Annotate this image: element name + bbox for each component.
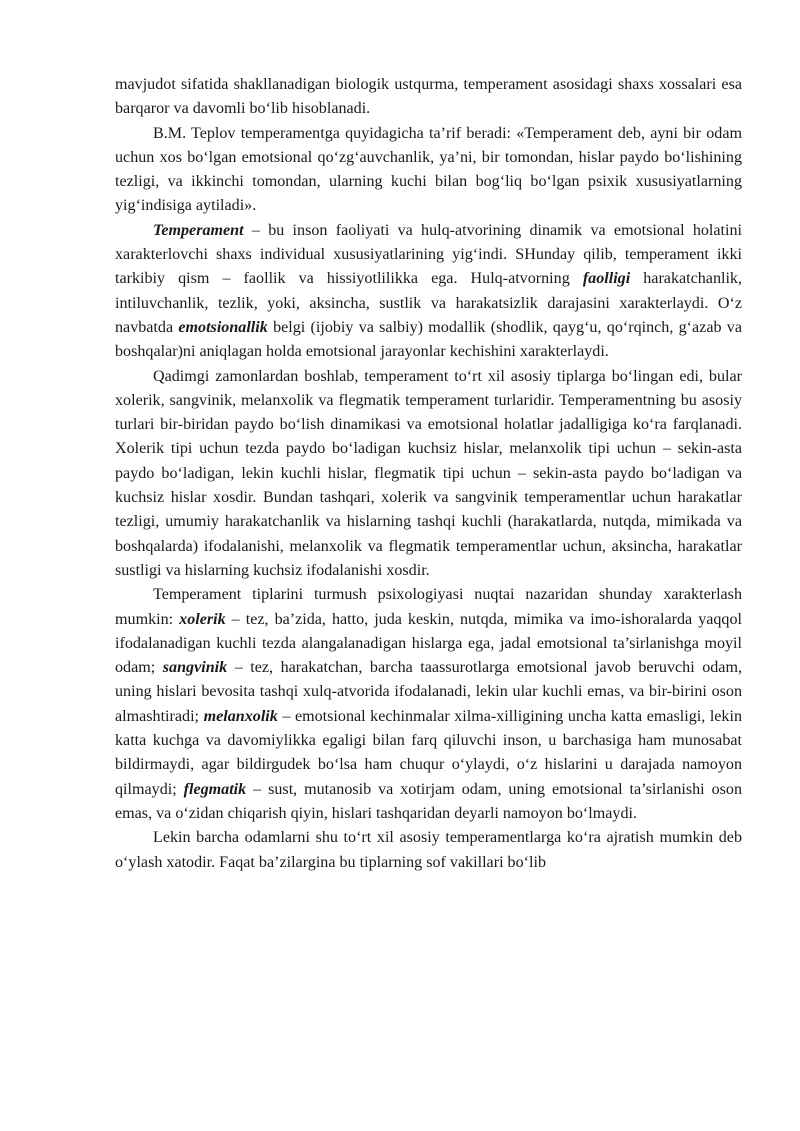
paragraph-2-teplov-definition (115, 122, 742, 219)
text-run: – tez, harakatchan, barcha taassurotlarga emotsional javob beruvchi odam, uning hislari bevosita tashqi xulq-atvorida ifodalanadi, lekin ular kuchli emas, va bir-birini oson almashtiradi; (115, 659, 742, 725)
text-run: B.M. Teplov temperamentga quyidagicha ta’rif beradi: «Temperament deb, ayni bir odam uchun xos bo‘lgan emotsional qo‘zg‘auvchanlik, ya’ni, bir tomondan, hislar paydo bo‘lishining tezligi, va ikkinchi tomondan, ularning kuchi bilan bog‘liq bo‘lgan psixik xususiyatlarning yig‘indisiga aytiladi». (115, 124, 742, 215)
paragraph-1 (115, 73, 742, 122)
term-faolligi: faolligi (582, 270, 631, 288)
text-run: – sust, mutanosib va xotirjam odam, uning emotsional ta’sirlanishi oson emas, va o‘zidan chiqarish qiyin, hislari tashqaridan deyarli namoyon bo‘lmaydi. (115, 780, 742, 822)
text-run: – bu inson faoliyati va hulq-atvorining dinamik va emotsional holatini xarakterlovchi shaxs individual xususiyatlarining yig‘indi. SHunday qilib, temperament ikki tarkibiy qism – faollik va hissiyotlilikka ega. Hulq-atvorning (115, 221, 742, 288)
text-run: Qadimgi zamonlardan boshlab, temperament to‘rt xil asosiy tiplarga bo‘lingan edi, bular xolerik, sangvinik, melanxolik va flegmatik temperament turlaridir. Temperamentning bu asosiy turlari bir-biridan paydo bo‘lish dinamikasi va emotsional holatlar jadalligiga ko‘ra farqlanadi. Xolerik tipi uchun tezda paydo bo‘ladigan kuchsiz hislar, melanxolik tipi uchun – sekin-asta paydo bo‘ladigan, lekin kuchli hislar, flegmatik tipi uchun – sekin-asta paydo bo‘ladigan va kuchsiz hislar xosdir. Bundan tashqari, xolerik va sangvinik temperamentlar uchun harakatlar tezligi, umumiy harakatchanlik va hislarning tashqi kuchli (harakatlarda, nutqda, mimikada va boshqalarda) ifodalanishi, melanxolik va flegmatik temperamentlar uchun, aksincha, harakatlar sustligi va hislarning kuchsiz ifodalanishi xosdir. (115, 367, 742, 579)
text-run: Temperament tiplarini turmush psixologiyasi nuqtai nazaridan shunday xarakterlash mumkin: (115, 586, 742, 628)
text-run: – tez, ba’zida, hatto, juda keskin, nutqda, mimika va imo-ishoralarda yaqqol ifodalanadigan kuchli tezda alangalanadigan hislarga ega, jadal emotsional ta’sirlanishga moyil odam; (115, 610, 742, 677)
term-flegmatik: flegmatik (183, 780, 247, 798)
text-run: Lekin barcha odamlarni shu to‘rt xil asosiy temperamentlarga ko‘ra ajratish mumkin deb o‘ylash xatodir. Faqat ba’zilargina bu tiplarning sof vakillari bo‘lib (115, 829, 742, 871)
term-melanxolik: melanxolik (203, 707, 278, 725)
text-run: – emotsional kechinmalar xilma-xilligining uncha katta emasligi, lekin katta kuchga va davomiylikka egaligi bilan farq qiluvchi inson, u barchasiga ham munosabat bildirmaydi, agar bildirgudek bo‘lsa ham chuqur o‘ylaydi, o‘z hislarini u darajada namoyon qilmaydi; (115, 707, 743, 798)
text-run: belgi (ijobiy va salbiy) modallik (shodlik, qayg‘u, qo‘rqinch, g‘azab va boshqalar)ni aniqlagan holda emotsional jarayonlar kechishini xarakterlaydi. (115, 318, 742, 361)
paragraph-6-conclusion (115, 826, 742, 875)
term-emotsionallik: emotsionallik (178, 318, 268, 336)
paragraph-4-four-types (115, 365, 742, 584)
paragraph-5-type-descriptions (115, 583, 742, 826)
paragraph-3-temperament-definition (115, 219, 742, 365)
term-sangvinik: sangvinik (162, 659, 228, 677)
text-run: harakatchanlik, intiluvchanlik, tezlik, yoki, aksincha, sustlik va harakatsizlik darajasini xarakterlaydi. O‘z navbatda (115, 270, 743, 336)
text-run: mavjudot sifatida shakllanadigan biologik ustqurma, temperament asosidagi shaxs xossalari esa barqaror va davomli bo‘lib hisoblanadi. (115, 76, 742, 118)
term-temperament: Temperament (153, 221, 244, 239)
document-page (115, 73, 742, 875)
term-xolerik: xolerik (179, 610, 226, 628)
